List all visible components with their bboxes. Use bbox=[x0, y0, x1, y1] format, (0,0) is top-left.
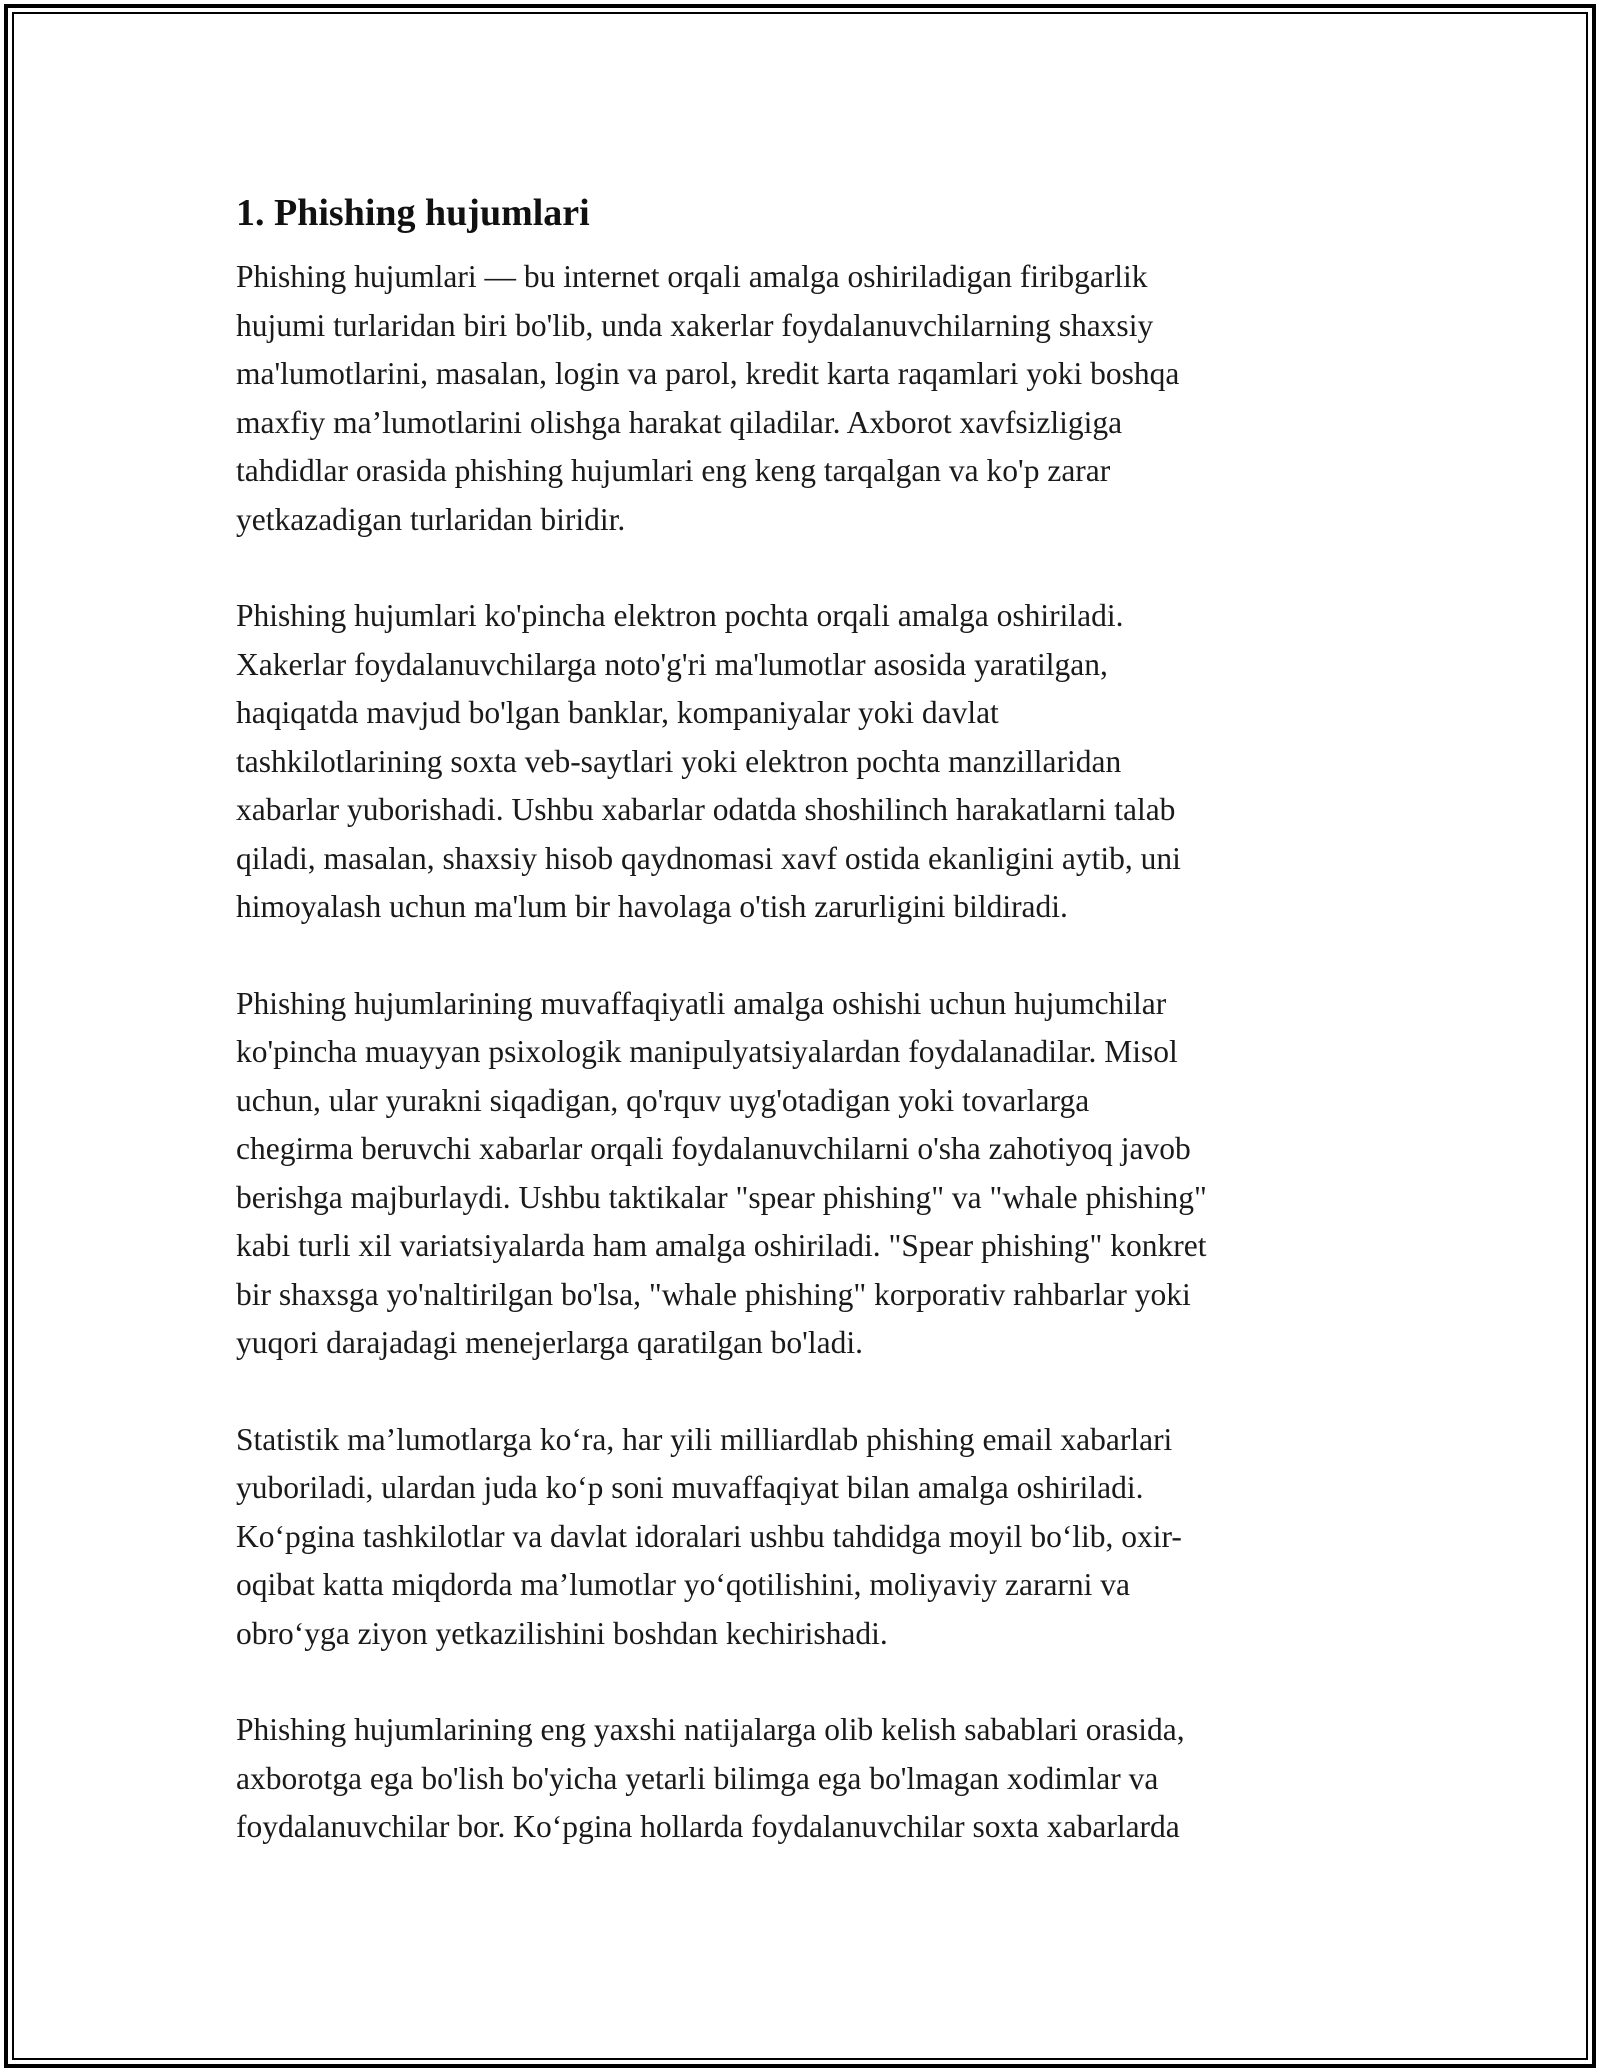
paragraph-line: axborotga ega bo'lish bo'yicha yetarli bilimga ega bo'lmagan xodimlar va bbox=[236, 1760, 1159, 1796]
paragraph-line: chegirma beruvchi xabarlar orqali foydalanuvchilarni o'sha zahotiyoq javob bbox=[236, 1131, 1191, 1166]
paragraph-line: ma'lumotlarini, masalan, login va parol, kredit karta raqamlari yoki boshqa bbox=[236, 356, 1180, 391]
paragraph bbox=[236, 1416, 1376, 1659]
paragraph-line: xabarlar yuborishadi. Ushbu xabarlar odatda shoshilinch harakatlarni talab bbox=[236, 792, 1176, 827]
paragraph-line: Statistik ma’lumotlarga ko‘ra, har yili milliardlab phishing email xabarlari bbox=[236, 1421, 1173, 1457]
paragraph-line: maxfiy ma’lumotlarini olishga harakat qiladilar. Axborot xavfsizligiga bbox=[236, 404, 1123, 440]
paragraph-line: tahdidlar orasida phishing hujumlari eng keng tarqalgan va ko'p zarar bbox=[236, 453, 1111, 488]
paragraph-line: bir shaxsga yo'naltirilgan bo'lsa, "whale phishing" korporativ rahbarlar yoki bbox=[236, 1276, 1191, 1312]
paragraph-line: hujumi turlaridan biri bo'lib, unda xakerlar foydalanuvchilarning shaxsiy bbox=[236, 307, 1154, 343]
paragraph-line: Ko‘pgina tashkilotlar va davlat idoralari ushbu tahdidga moyil bo‘lib, oxir- bbox=[236, 1518, 1182, 1554]
paragraphs-container bbox=[236, 253, 1376, 1852]
paragraph-line: uchun, ular yurakni siqadigan, qo'rquv uyg'otadigan yoki tovarlarga bbox=[236, 1082, 1090, 1118]
paragraph bbox=[236, 592, 1376, 932]
paragraph-line: qiladi, masalan, shaxsiy hisob qaydnomasi xavf ostida ekanligini aytib, uni bbox=[236, 840, 1181, 876]
paragraph bbox=[236, 980, 1376, 1368]
paragraph-line: himoyalash uchun ma'lum bir havolaga o'tish zarurligini bildiradi. bbox=[236, 889, 1068, 924]
paragraph-line: yuboriladi, ulardan juda ko‘p soni muvaffaqiyat bilan amalga oshiriladi. bbox=[236, 1470, 1144, 1505]
paragraph-line: foydalanuvchilar bor. Ko‘pgina hollarda foydalanuvchilar soxta xabarlarda bbox=[236, 1809, 1180, 1844]
paragraph-line: berishga majburlaydi. Ushbu taktikalar "spear phishing" va "whale phishing" bbox=[236, 1179, 1207, 1215]
paragraph-line: kabi turli xil variatsiyalarda ham amalga oshiriladi. "Spear phishing" konkret bbox=[236, 1228, 1207, 1263]
paragraph bbox=[236, 253, 1376, 544]
paragraph-line: haqiqatda mavjud bo'lgan banklar, kompaniyalar yoki davlat bbox=[236, 695, 999, 730]
paragraph-line: ko'pincha muayyan psixologik manipulyatsiyalardan foydalanadilar. Misol bbox=[236, 1034, 1178, 1069]
paragraph bbox=[236, 1706, 1376, 1852]
paragraph-line: obro‘yga ziyon yetkazilishini boshdan kechirishadi. bbox=[236, 1615, 888, 1651]
paragraph-line: Phishing hujumlarining eng yaxshi natijalarga olib kelish sabablari orasida, bbox=[236, 1712, 1185, 1747]
paragraph-line: Phishing hujumlari ko'pincha elektron pochta orqali amalga oshiriladi. bbox=[236, 598, 1124, 633]
paragraph-line: Phishing hujumlarining muvaffaqiyatli amalga oshishi uchun hujumchilar bbox=[236, 985, 1167, 1021]
paragraph-line: oqibat katta miqdorda ma’lumotlar yo‘qotilishini, moliyaviy zararni va bbox=[236, 1567, 1131, 1602]
paragraph-line: Phishing hujumlari — bu internet orqali amalga oshiriladigan firibgarlik bbox=[236, 259, 1148, 294]
paragraph-line: tashkilotlarining soxta veb-saytlari yoki elektron pochta manzillaridan bbox=[236, 743, 1122, 779]
paragraph-line: yetkazadigan turlaridan biridir. bbox=[236, 501, 626, 537]
document-body bbox=[236, 185, 1376, 1900]
paragraph-line: Xakerlar foydalanuvchilarga noto'g'ri ma'lumotlar asosida yaratilgan, bbox=[236, 646, 1108, 682]
section-heading: 1. Phishing hujumlari bbox=[236, 192, 590, 234]
paragraph-line: yuqori darajadagi menejerlarga qaratilgan bo'ladi. bbox=[236, 1325, 863, 1360]
